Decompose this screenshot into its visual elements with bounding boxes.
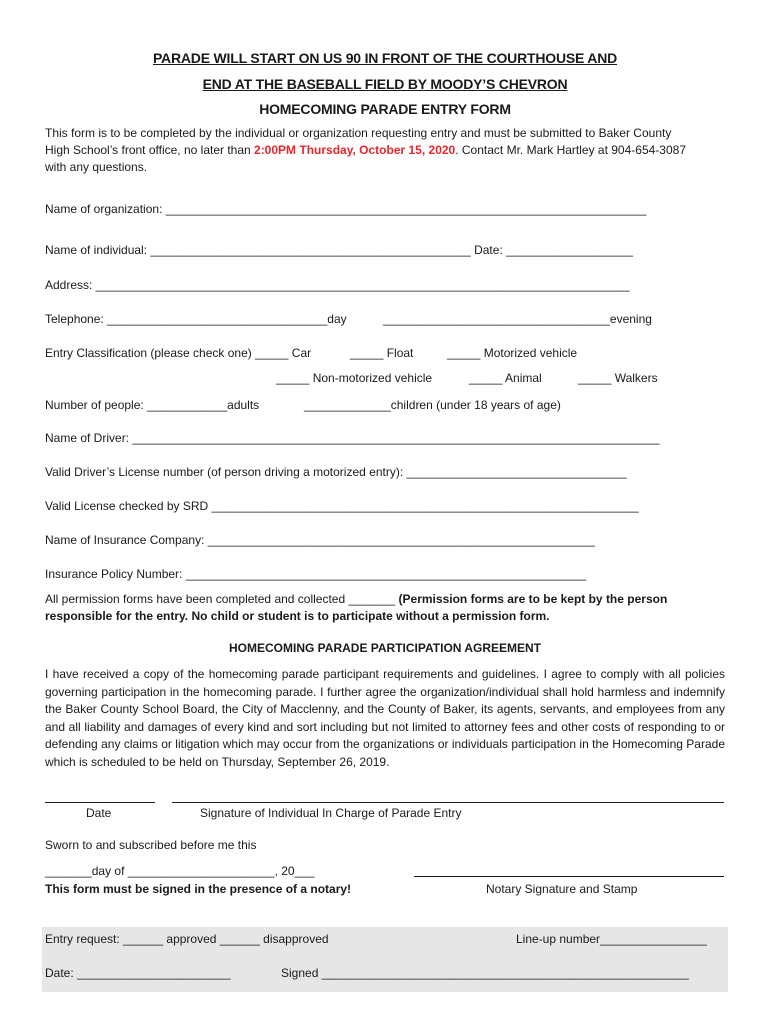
office-date-field[interactable]: Date: _______________________ — [45, 966, 231, 980]
individual-date-field[interactable]: Name of individual: ________________________________________________ Date: ___________________ — [45, 243, 633, 257]
permission-note-2: responsible for the entry. No child or student is to participate without a permission form. — [45, 609, 550, 623]
driver-field[interactable]: Name of Driver: _______________________________________________________________________________ — [45, 431, 660, 445]
lineup-number-field[interactable]: Line-up number________________ — [516, 932, 707, 946]
notary-note: This form must be signed in the presence of a notary! — [45, 882, 352, 896]
agreement-title: HOMECOMING PARADE PARTICIPATION AGREEMENT — [229, 641, 541, 655]
insurance-company-field[interactable]: Name of Insurance Company: __________________________________________________________ — [45, 533, 595, 547]
classification-motorized[interactable]: _____ Motorized vehicle — [447, 346, 578, 360]
form-title: HOMECOMING PARADE ENTRY FORM — [259, 101, 511, 117]
people-children-field[interactable]: _____________children (under 18 years of age) — [304, 398, 561, 412]
classification-float[interactable]: _____ Float — [350, 346, 414, 360]
permission-text: All permission forms have been completed and collected _______ — [45, 592, 399, 606]
header-line-2: END AT THE BASEBALL FIELD BY MOODY’S CHEVRON — [202, 76, 568, 92]
address-field[interactable]: Address: ________________________________________________________________________________ — [45, 278, 630, 292]
intro-line-3: with any questions. — [45, 160, 148, 174]
notary-day-field[interactable]: _______day of ______________________, 20___ — [45, 864, 315, 878]
classification-animal[interactable]: _____ Animal — [469, 371, 542, 385]
date-signature-line[interactable] — [45, 802, 155, 803]
header-line-1: PARADE WILL START ON US 90 IN FRONT OF THE COURTHOUSE AND — [152, 50, 618, 66]
permission-line-1 — [45, 590, 667, 608]
sworn-text: Sworn to and subscribed before me this — [45, 838, 257, 852]
notary-signature-line[interactable] — [414, 876, 724, 877]
organization-field[interactable]: Name of organization: ________________________________________________________________________ — [45, 202, 647, 216]
people-adults-field[interactable]: Number of people: ____________adults — [45, 398, 260, 412]
signature-label: Signature of Individual In Charge of Parade Entry — [200, 806, 462, 820]
intro-line-2 — [45, 141, 686, 159]
entry-request-field[interactable]: Entry request: ______ approved ______ disapproved — [45, 932, 329, 946]
intro-text-a: High School’s front office, no later than — [45, 143, 255, 157]
office-signed-field[interactable]: Signed _______________________________________________________ — [281, 966, 689, 980]
classification-non-motorized[interactable]: _____ Non-motorized vehicle — [276, 371, 433, 385]
permission-note-1: (Permission forms are to be kept by the person — [398, 592, 668, 606]
individual-signature-line[interactable] — [172, 802, 724, 803]
telephone-evening-field[interactable]: __________________________________evening — [383, 312, 652, 326]
license-checked-field[interactable]: Valid License checked by SRD ________________________________________________________________ — [45, 499, 639, 513]
classification-car[interactable]: Entry Classification (please check one) _____ Car — [45, 346, 312, 360]
notary-label: Notary Signature and Stamp — [486, 882, 638, 896]
intro-text-b: . Contact Mr. Mark Hartley at 904-654-3087 — [455, 143, 686, 157]
telephone-day-field[interactable]: Telephone: _________________________________day — [45, 312, 347, 326]
classification-walkers[interactable]: _____ Walkers — [578, 371, 658, 385]
agreement-body: I have received a copy of the homecoming parade participant requirements and guidelines. I agree to comply with all policies governing participation in the homecoming parade. I further agree the organization/individual shall hold harmless and indemnify the Baker County School Board, the City of Macclenny, and the County of Baker, its agents, servants, and employees from any and all liability and damages of every kind and sort including but not limited to attorney fees and other costs of responding to or defending any claims or litigation which may occur from the organizations or individuals participation in the Homecoming Parade which is scheduled to be held on Thursday, September 26, 2019. — [45, 667, 725, 769]
deadline-text: 2:00PM Thursday, October 15, 2020 — [254, 143, 456, 157]
license-field[interactable]: Valid Driver’s License number (of person driving a motorized entry): _________________________________ — [45, 465, 627, 479]
date-label: Date — [86, 806, 112, 820]
intro-line-1: This form is to be completed by the individual or organization requesting entry and must be submitted to Baker County — [45, 126, 672, 140]
policy-number-field[interactable]: Insurance Policy Number: ____________________________________________________________ — [45, 567, 587, 581]
